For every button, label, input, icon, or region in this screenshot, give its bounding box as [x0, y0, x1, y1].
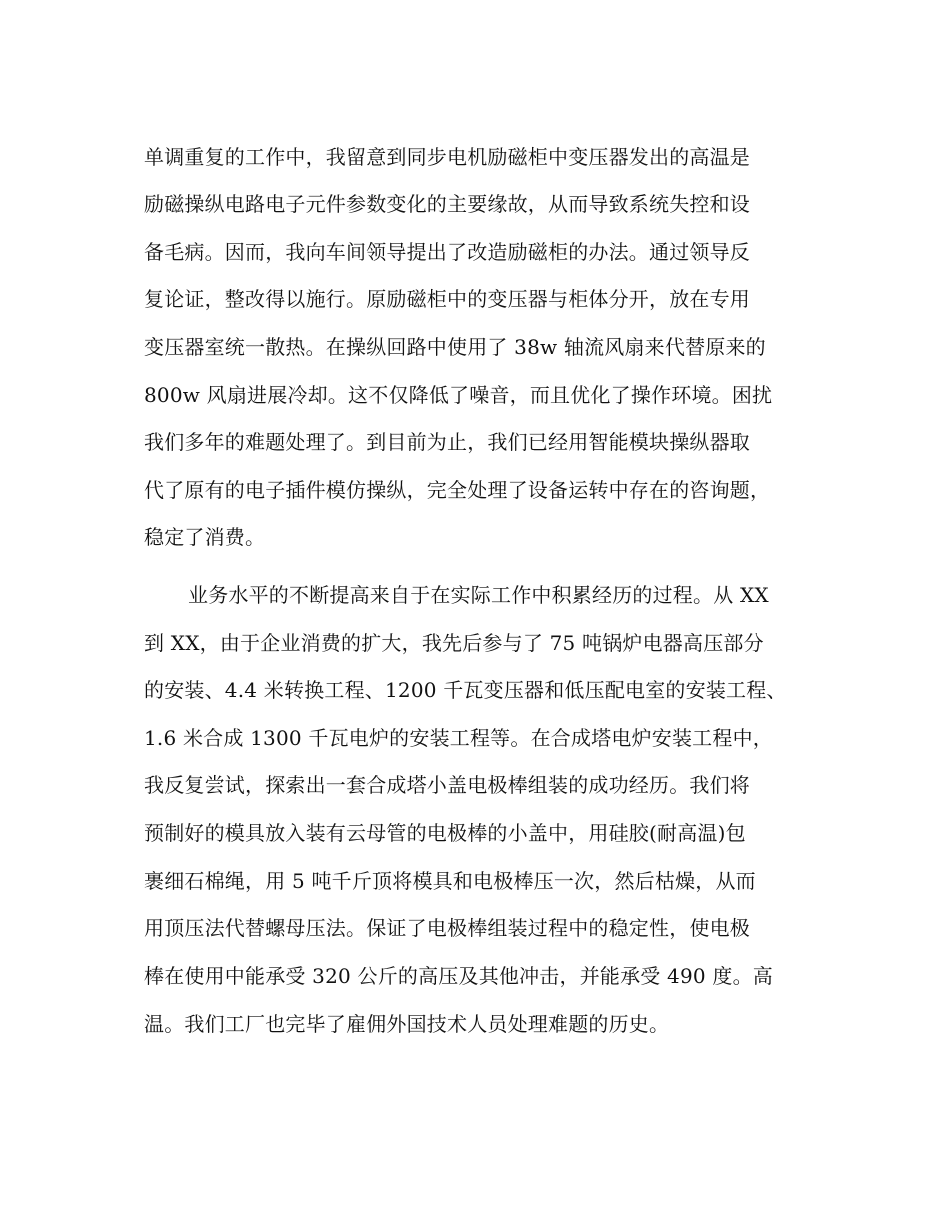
paragraph-2-line-9: 棒在使用中能承受 320 公斤的高压及其他冲击，并能承受 490 度。高 — [144, 964, 773, 988]
paragraph-2-line-6: 预制好的模具放入装有云母管的电极棒的小盖中，用硅胶(耐高温)包 — [144, 821, 746, 845]
paragraph-2-line-3: 的安装、4.4 米转换工程、1200 千瓦变压器和低压配电室的安装工程、 — [144, 678, 787, 702]
paragraph-1-line-3: 备毛病。因而，我向车间领导提出了改造励磁柜的办法。通过领导反 — [144, 240, 750, 264]
paragraph-2-line-4: 1.6 米合成 1300 千瓦电炉的安装工程等。在合成塔电炉安装工程中， — [144, 726, 773, 750]
paragraph-2-line-8: 用顶压法代替螺母压法。保证了电极棒组装过程中的稳定性，使电极 — [144, 916, 750, 940]
paragraph-2-line-2: 到 XX，由于企业消费的扩大，我先后参与了 75 吨锅炉电器高压部分 — [144, 631, 764, 655]
paragraph-2-line-5: 我反复尝试，探索出一套合成塔小盖电极棒组装的成功经历。我们将 — [144, 773, 750, 797]
paragraph-1-line-2: 励磁操纵电路电子元件参数变化的主要缘故，从而导致系统失控和设 — [144, 192, 750, 216]
paragraph-1-line-4: 复论证，整改得以施行。原励磁柜中的变压器与柜体分开，放在专用 — [144, 287, 750, 311]
paragraph-2-line-10: 温。我们工厂也完毕了雇佣外国技术人员处理难题的历史。 — [144, 1012, 670, 1036]
paragraph-1-line-8: 代了原有的电子插件模仿操纵，完全处理了设备运转中存在的咨询题， — [144, 478, 771, 502]
paragraph-1-line-5: 变压器室统一散热。在操纵回路中使用了 38w 轴流风扇来代替原来的 — [144, 335, 766, 359]
paragraph-2-line-1: 业务水平的不断提高来自于在实际工作中积累经历的过程。从 XX — [188, 583, 769, 607]
paragraph-1-line-7: 我们多年的难题处理了。到目前为止，我们已经用智能模块操纵器取 — [144, 430, 750, 454]
paragraph-1-line-6: 800w 风扇进展冷却。这不仅降低了噪音，而且优化了操作环境。困扰 — [144, 383, 773, 407]
paragraph-1-line-9: 稳定了消费。 — [144, 525, 266, 549]
paragraph-1-line-1: 单调重复的工作中，我留意到同步电机励磁柜中变压器发出的高温是 — [144, 145, 750, 169]
paragraph-2-line-7: 裹细石棉绳，用 5 吨千斤顶将模具和电极棒压一次，然后枯燥，从而 — [144, 869, 756, 893]
